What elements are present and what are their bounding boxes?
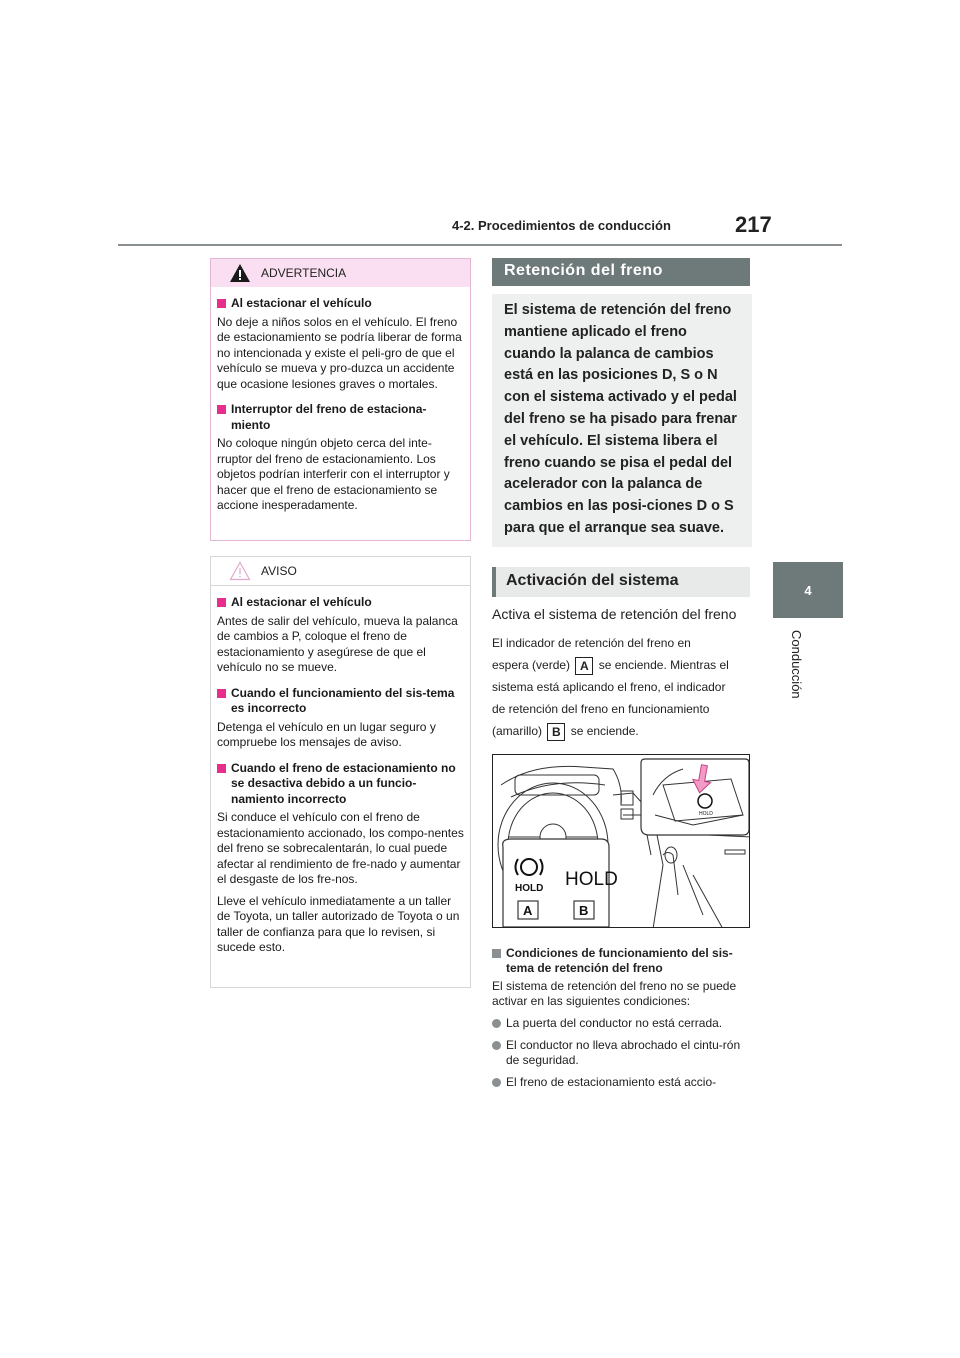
key-a: A [575, 657, 593, 675]
section-header: 4-2. Procedimientos de conducción [452, 218, 671, 233]
desc-line: sistema está aplicando el freno, el indicador [492, 680, 726, 694]
notice-box [210, 556, 471, 988]
cockpit-drawing [493, 755, 750, 928]
chapter-number: 4 [804, 582, 812, 598]
subsection-title-text: Activación del sistema [506, 572, 679, 589]
warning-header [211, 259, 470, 287]
notice-header [211, 557, 470, 586]
hold-icon-label: HOLD [515, 883, 544, 894]
hold-switch-illustration [492, 754, 750, 928]
conditions-heading: Condiciones de funcionamiento del sis-tema de retención del freno [492, 946, 754, 976]
notice-item-heading: Al estacionar el vehículo [217, 595, 464, 611]
caution-triangle-icon [229, 561, 251, 581]
desc-fragment: (amarillo) [492, 724, 543, 738]
intro-box [492, 294, 752, 547]
warning-triangle-icon [229, 263, 251, 283]
figure-label-b: B [579, 903, 589, 918]
warning-item-text: No deje a niños solos en el vehículo. El freno de estacionamiento se podría liberar de forma no intencionada y existe el peli-gro de que el vehículo se mueva y pro-duzca un accidente que ocasione lesiones graves o mortales. [217, 314, 462, 391]
warning-box [210, 258, 471, 541]
key-b: B [547, 723, 565, 741]
notice-title: AVISO [261, 564, 297, 578]
notice-item-text: Detenga el vehículo en un lugar seguro y compruebe los mensajes de aviso. [217, 719, 436, 749]
desc-line: El indicador de retención del freno en [492, 636, 691, 650]
conditions-block [492, 946, 754, 1090]
page-number: 217 [735, 212, 772, 237]
notice-item-heading: Cuando el funcionamiento del sis-tema es incorrecto [217, 686, 464, 717]
subsection-title [492, 567, 750, 597]
conditions-text: El sistema de retención del freno no se puede activar en las siguientes condiciones: [492, 979, 737, 1008]
hold-operating-indicator: HOLD [565, 869, 618, 890]
warning-title: ADVERTENCIA [261, 266, 347, 280]
notice-item-text: Lleve el vehículo inmediatamente a un taller de Toyota, un taller autorizado de Toyota o un taller de confianza para que lo revisen, si sucede esto. [217, 893, 460, 954]
condition-bullet: La puerta del conductor no está cerrada. [492, 1016, 754, 1031]
chapter-tab [773, 562, 843, 618]
figure-label-a: A [523, 903, 533, 918]
warning-item-text: No coloque ningún objeto cerca del inte-rruptor del freno de estacionamiento. Los objetos podrían interferir con el interruptor y hacer que el freno de estacionamiento se accione inesperadamente. [217, 436, 450, 512]
desc-fragment: se enciende. [570, 724, 639, 738]
chapter-label: Conducción [789, 630, 804, 699]
step-text: Activa el sistema de retención del freno [492, 606, 737, 622]
intro-text: El sistema de retención del freno mantiene aplicado el freno cuando la palanca de cambios está en las posiciones D, S o N con el sistema activado y el pedal del freno se ha pisado para frenar el vehículo. El sistema libera el freno cuando se pisa el pedal del acelerador con la palanca de cambios en las posi-ciones D o S para que el arranque sea suave. [504, 302, 737, 536]
desc-line [492, 720, 754, 742]
condition-bullet: El conductor no lleva abrochado el cintu-rón de seguridad. [492, 1038, 754, 1068]
step-description [492, 632, 754, 742]
notice-item-text: Antes de salir del vehículo, mueva la palanca de cambios a P, coloque el freno de estacionamiento y asegúrese de que el vehículo no se mueve. [217, 613, 458, 674]
switch-label: HOLD [699, 811, 713, 817]
desc-fragment: se enciende. Mientras el [598, 658, 729, 672]
warning-item-heading: Interruptor del freno de estaciona-miento [217, 402, 464, 433]
desc-fragment: espera (verde) [492, 658, 571, 672]
desc-line [492, 654, 754, 676]
chapter-side-label [790, 630, 804, 710]
notice-item-heading: Cuando el freno de estacionamiento no se desactiva debido a un funcio-namiento incorrecto [217, 761, 464, 808]
notice-item-text: Si conduce el vehículo con el freno de estacionamiento accionado, los compo-nentes del freno se sobrecalentarán, lo cual puede afectar al rendimiento de fre-nado y aumentar el desgaste de los fre-nos. [217, 810, 464, 886]
warning-item-heading: Al estacionar el vehículo [217, 296, 464, 312]
section-title-text: Retención del freno [504, 262, 663, 279]
desc-line: de retención del freno en funcionamiento [492, 702, 710, 716]
condition-bullet: El freno de estacionamiento está accio- [492, 1075, 754, 1090]
section-title [492, 258, 750, 286]
header-rule [118, 244, 842, 246]
